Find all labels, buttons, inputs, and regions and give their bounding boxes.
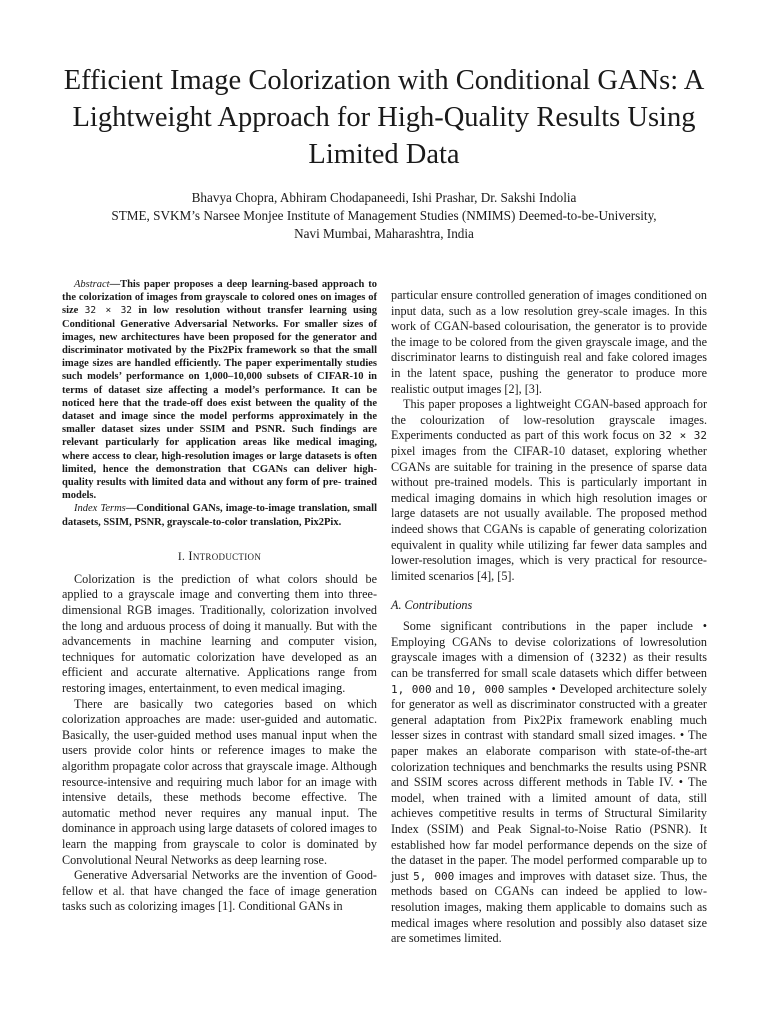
contrib-text-e: images and improves with dataset size. Thus, the methods based on CGANs can indeed be applied to low-resolution images, making them applicable to domains such as medical images where resolution and possibly also dataset size are sometimes limited.	[391, 868, 707, 946]
subsection-heading-contributions: A. Contributions	[391, 598, 473, 613]
contrib-dim: (3232)	[588, 651, 629, 665]
abstract-size: 32 × 32	[84, 305, 133, 317]
intro-paragraph-3: Generative Adversarial Networks are the invention of Good- fellow et al. that have changed the face of image generation tasks such as colorizing images [1]. Conditional GANs in	[62, 868, 377, 914]
affiliation-line-1: STME, SVKM’s Narsee Monjee Institute of Management Studies (NMIMS) Deemed-to-be-University,	[111, 208, 657, 223]
right-column	[391, 288, 707, 947]
contrib-text-a: Some significant contributions in the paper include • Employing CGANs to devise colorizations of lowresolution grayscale images with a dimension of	[391, 619, 707, 665]
contrib-text-c: and	[431, 681, 458, 696]
index-terms-lead: Index Terms	[74, 503, 126, 515]
contrib-n2: 10, 000	[457, 682, 505, 696]
contrib-n3: 5, 000	[413, 869, 455, 883]
index-terms	[62, 502, 377, 528]
section-title: Introduction	[188, 548, 262, 563]
abstract-text-a: —This paper proposes a deep learning-based approach to the colorization of images from grayscale to colored ones on images of size	[62, 279, 377, 317]
intro-paragraph-4: particular ensure controlled generation of images conditioned on input data, such as a low resolution grey-scale images. In this work of CGAN-based colourisation, the generator is to provide the image to be colored from the given grayscale image, and the discriminator learns to distinguish real and fake colored images in the latent space, pushing the generator to produce more realistic output images [2], [3].	[391, 288, 707, 396]
section-numeral: I.	[177, 550, 186, 563]
contrib-text-b: as their results can be transferred for small scale datasets which differ between	[391, 650, 708, 681]
intro-paragraph-5	[391, 397, 707, 584]
contributions-paragraph	[391, 619, 707, 946]
intro-p5-text-b: pixel images from the CIFAR-10 dataset, exploring whether CGANs are suitable for training in the presence of sparse data without pre-trained models. This is particularly important in medical imaging domains in which high resolution images or large datasets are not usually available. The proposed method indeed shows that CGANs is capable of generating colorization equivalent in quality while utilizing far fewer data samples and lower-resolution images, which is very practical for resource-limited scenarios [4], [5].	[391, 443, 707, 583]
author-block	[40, 189, 728, 243]
contrib-n1: 1, 000	[391, 682, 432, 696]
abstract-text-b: in low resolution without transfer learning using Conditional Generative Adversarial Networks. For smaller sizes of images, new architectures have been proposed for the generator and discriminator motivated by the Pix2Pix framework so that the small image sizes are handled efficiently. The paper experimentally studies such models’ performance on 1,000–10,000 subsets of CIFAR-10 in terms of dataset size affecting a model’s performance. It can be noticed here that the trade-off does exist between the quality of the dataset and image since the model performs approximately in the smaller dataset sizes under SSIM and PSNR. Such findings are relevant particularly for application areas like medical imaging, where access to clear, high-resolution images or large datasets is often limited, hence the demonstration that CGANs can deliver high- quality results with limited data and without any form of pre- trained models.	[62, 305, 377, 502]
intro-p5-size: 32 × 32	[658, 429, 707, 443]
intro-p5-text-a: This paper proposes a lightweight CGAN-based approach for the colourization of low-resolution grayscale images. Experiments conducted as part of this work focus on	[391, 397, 707, 443]
paper-title: Efficient Image Colorization with Conditional GANs: A Lightweight Approach for High-Quality Results Using Limited Data	[63, 65, 705, 170]
left-column	[62, 278, 377, 915]
contrib-text-d: samples • Developed architecture solely for generator as well as discriminator constructed with a greater general adaptation from Pix2Pix framework enabling much lesser sizes in contrast with standard small sized images. • The paper makes an elaborate comparison with state-of-the-art colorization techniques and benchmarks the results using PSNR and SSIM scores across different methods in Table IV. • The model, when trained with a limited amount of data, still achieves competitive results in terms of Structural Similarity Index (SSIM) and Peak Signal-to-Noise Ratio (PSNR). It established how far model performance depends on the size of the dataset in the paper. The model performed comparable up to just	[391, 681, 707, 883]
intro-paragraph-1: Colorization is the prediction of what colors should be applied to a grayscale image and converting them into three-dimensional RGB images. Traditionally, colorization involved the long and arduous process of doing it manually. But with the advancements in machine learning and computer vision, techniques for automatic colorization have developed as an efficient and accurate alternative. Applications range from restoring images, entertainment, to even medical imaging.	[62, 571, 377, 696]
section-heading-introduction	[62, 549, 377, 564]
affiliation-line-2: Navi Mumbai, Maharashtra, India	[294, 226, 474, 241]
index-terms-text: —Conditional GANs, image-to-image translation, small datasets, SSIM, PSNR, grayscale-to-color translation, Pix2Pix.	[62, 503, 378, 528]
abstract-lead: Abstract	[74, 279, 110, 290]
intro-paragraph-2: There are basically two categories based on which colorization approaches are made: user-guided and automatic. Basically, the user-guided method uses manual input when the users provide color hints or reference images to make the algorithm propagate color across that grayscale image. Although resource-intensive and requiring much labor for an image with intensive details, these methods become effective. The automatic method never requires any manual input. The dominance in approach using large datasets of colored images to learn the mapping from grayscale to color is dominated by Convolutional Neural Networks as deep learning rose.	[62, 696, 377, 867]
author-names: Bhavya Chopra, Abhiram Chodapaneedi, Ishi Prashar, Dr. Sakshi Indolia	[191, 190, 577, 205]
abstract	[62, 278, 377, 502]
